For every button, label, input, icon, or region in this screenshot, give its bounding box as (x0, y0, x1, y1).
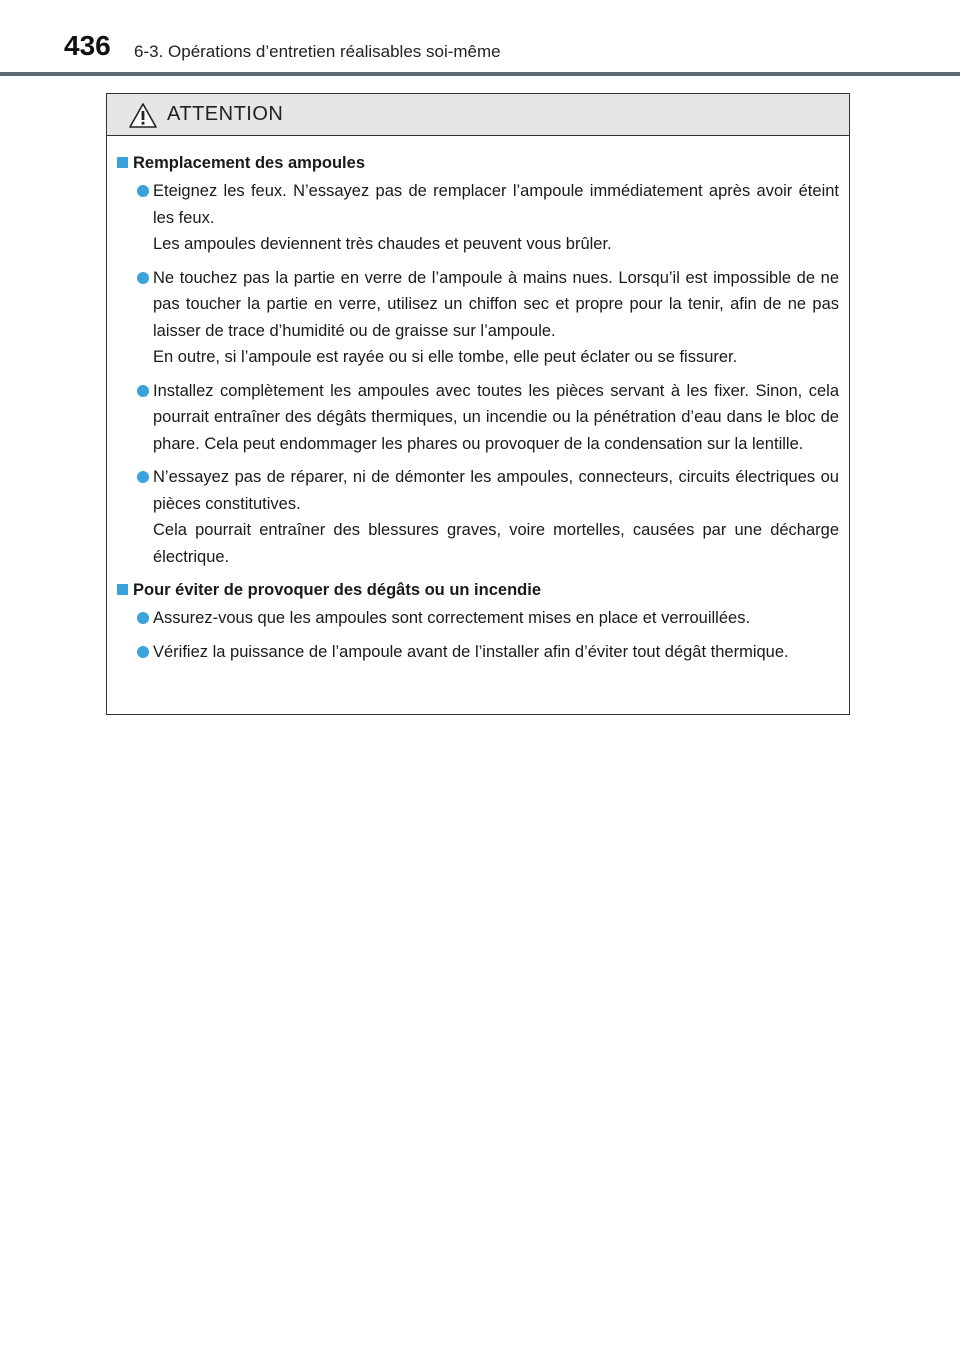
round-bullet-icon (137, 385, 149, 397)
list-item (117, 178, 839, 258)
round-bullet-icon (137, 612, 149, 624)
item-text: Vérifiez la puissance de l’ampoule avant de l’installer afin d’éviter tout dégât thermique. (153, 642, 789, 661)
section-heading (117, 150, 839, 176)
list-item (117, 265, 839, 371)
caution-box (106, 93, 850, 715)
section-heading-text: Pour éviter de provoquer des dégâts ou un incendie (133, 581, 541, 599)
caution-header (107, 94, 849, 136)
section-heading-text: Remplacement des ampoules (133, 154, 365, 172)
round-bullet-icon (137, 471, 149, 483)
list-item (117, 639, 839, 666)
list-item (117, 605, 839, 632)
item-text: Installez complètement les ampoules avec toutes les pièces servant à les fixer. Sinon, cela pourrait entraîner des dégâts thermiques, un incendie ou la pénétration d’eau dans le bloc de phare. Cela peut endommager les phares ou provoquer de la condensation sur la lentille. (153, 381, 839, 453)
warning-triangle-icon (129, 103, 157, 128)
list-item (117, 378, 839, 458)
item-extra-text: Cela pourrait entraîner des blessures graves, voire mortelles, causées par une décharge électrique. (153, 521, 839, 566)
page-number: 436 (64, 30, 111, 61)
round-bullet-icon (137, 185, 149, 197)
item-extra-text: Les ampoules deviennent très chaudes et peuvent vous brûler. (153, 235, 612, 253)
item-text: Eteignez les feux. N’essayez pas de remplacer l’ampoule immédiatement après avoir éteint les feux. (153, 182, 839, 227)
section-heading (117, 577, 839, 603)
square-bullet-icon (117, 157, 128, 168)
round-bullet-icon (137, 646, 149, 658)
section-title: 6-3. Opérations d’entretien réalisables soi-même (134, 42, 501, 61)
item-text: Assurez-vous que les ampoules sont correctement mises en place et verrouillées. (153, 609, 751, 627)
item-text: Ne touchez pas la partie en verre de l’ampoule à mains nues. Lorsqu’il est impossible de ne pas toucher la partie en verre, utilisez un chiffon sec et propre pour la tenir, afin de ne pas laisser de trace d’humidité ou de graisse sur l’ampoule. (153, 268, 839, 340)
round-bullet-icon (137, 272, 149, 284)
item-text: N’essayez pas de réparer, ni de démonter les ampoules, connecteurs, circuits électriques ou pièces constitutives. (153, 468, 839, 513)
caution-title: ATTENTION (167, 103, 284, 125)
caution-body (107, 136, 849, 665)
list-item (117, 464, 839, 570)
item-extra-text: En outre, si l’ampoule est rayée ou si elle tombe, elle peut éclater ou se fissurer. (153, 348, 738, 366)
header-rule (0, 72, 960, 76)
square-bullet-icon (117, 584, 128, 595)
